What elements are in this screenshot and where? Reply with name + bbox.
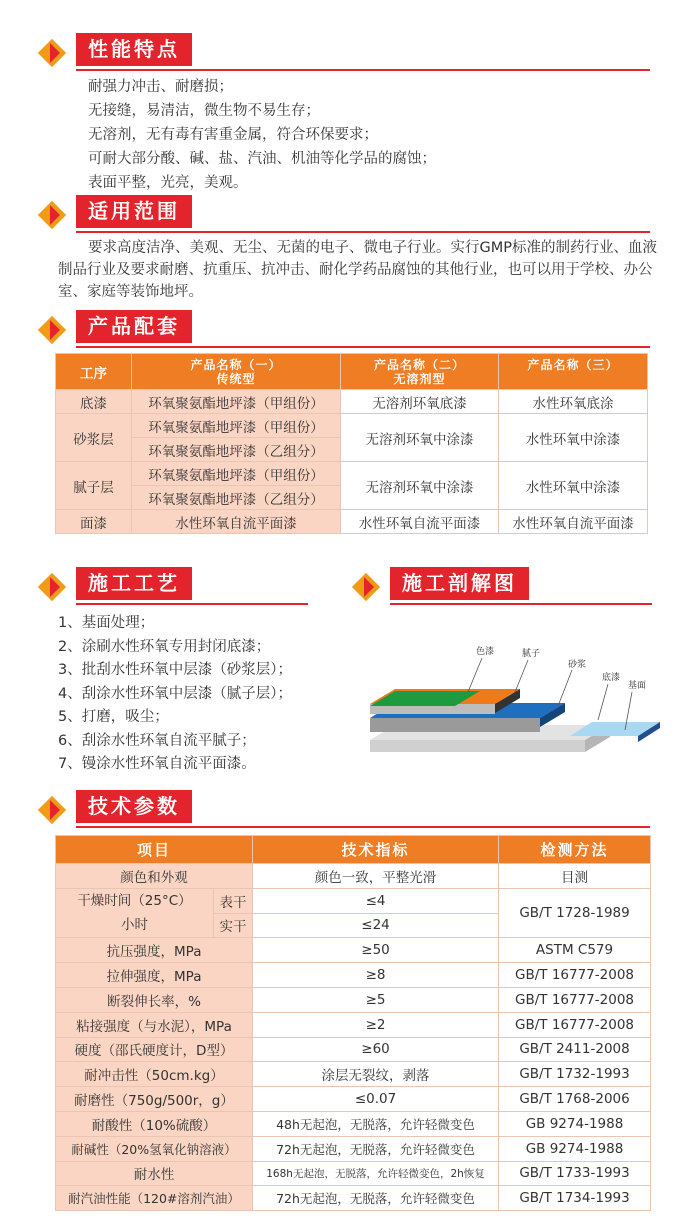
section-title: 施工剖解图 [390, 567, 529, 600]
cell-method: GB 9274-1988 [499, 1136, 651, 1161]
table-row [56, 1136, 651, 1161]
cell-method: GB/T 1732-1993 [499, 1062, 651, 1087]
cell-item: 耐酸性（10%硫酸） [56, 1111, 253, 1136]
diamond-bullet-icon [38, 316, 66, 344]
section-title: 施工工艺 [76, 567, 192, 600]
construction-steps [58, 612, 292, 777]
cell: 环氧聚氨酯地坪漆（甲组份） [132, 390, 341, 414]
performance-list [88, 75, 436, 195]
table-row [56, 414, 648, 438]
cell-item: 断裂伸长率，% [56, 987, 253, 1012]
section-title: 技术参数 [76, 790, 192, 823]
header-spec: 技术指标 [253, 836, 499, 864]
cell-item: 耐汽油性能（120#溶剂汽油） [56, 1186, 253, 1211]
label-mortar: 砂浆 [568, 660, 587, 670]
scope-paragraph: 要求高度洁净、美观、无尘、无菌的电子、微电子行业。实行GMP标准的制药行业、血液制品行业及要求耐磨、抗重压、抗冲击、耐化学药品腐蚀的其他行业，也可以用于学校、办公室、家庭等装饰地坪。 [58, 240, 657, 300]
cell-spec: ≤0.07 [253, 1087, 499, 1112]
section-header-section-view [352, 567, 652, 607]
cell: 水性环氧底涂 [499, 390, 648, 414]
list-item: 无接缝，易清洁，微生物不易生存； [88, 103, 320, 119]
header-line: 传统型 [216, 371, 256, 386]
cell-item: 抗压强度，MPa [56, 938, 253, 963]
products-table [55, 353, 648, 534]
cell: 环氧聚氨酯地坪漆（乙组分） [132, 486, 341, 510]
label-base: 基面 [628, 681, 647, 691]
cell-process: 面漆 [56, 510, 132, 534]
cell-spec: 涂层无裂纹，剥落 [253, 1062, 499, 1087]
cell: 水性环氧自流平面漆 [132, 510, 341, 534]
diamond-bullet-icon [38, 573, 66, 601]
header-line: 产品名称（二） [373, 357, 465, 372]
cell-spec: 48h无起泡，无脱落，允许轻微变色 [253, 1111, 499, 1136]
cell: 无溶剂环氧底漆 [341, 390, 499, 414]
label-putty: 腻子 [522, 649, 541, 659]
cell-line: 干燥时间（25°C） [77, 893, 192, 910]
header-line: 无溶剂型 [393, 371, 446, 386]
cell-spec: ≥8 [253, 963, 499, 988]
cell: 环氧聚氨酯地坪漆（乙组分） [132, 438, 341, 462]
table-row [56, 1062, 651, 1087]
leader-line [515, 660, 528, 692]
base-layer-front [370, 740, 585, 752]
table-row [56, 963, 651, 988]
table-header-row [56, 836, 651, 864]
list-item: 7、镘涂水性环氧自流平面漆。 [58, 756, 256, 772]
cell-line: 小时 [121, 917, 148, 934]
cell-item: 耐水性 [56, 1161, 253, 1186]
cell: 环氧聚氨酯地坪漆（甲组份） [132, 462, 341, 486]
list-item: 6、刮涂水性环氧自流平腻子； [58, 732, 256, 749]
list-item: 可耐大部分酸、碱、盐、汽油、机油等化学品的腐蚀； [88, 151, 436, 167]
cell-method: GB/T 2411-2008 [499, 1037, 651, 1062]
cell-method: ASTM C579 [499, 938, 651, 963]
table-row [56, 1111, 651, 1136]
table-row [56, 888, 651, 913]
cell-process: 砂浆层 [56, 414, 132, 462]
list-item: 无溶剂，无有毒有害重金属，符合环保要求； [88, 127, 378, 143]
cell-method: 目测 [499, 864, 651, 889]
table-row [56, 1186, 651, 1211]
list-item: 表面平整，光亮，美观。 [88, 175, 248, 191]
cell-item: 耐磨性（750g/500r，g） [56, 1087, 253, 1112]
section-divider [76, 826, 650, 828]
cell-spec: 颜色一致，平整光滑 [253, 864, 499, 889]
cell-spec: ≥5 [253, 987, 499, 1012]
section-divider [390, 603, 652, 605]
leader-line [598, 684, 608, 720]
header-item: 项目 [56, 836, 253, 864]
cell-method: GB/T 1768-2006 [499, 1087, 651, 1112]
section-header-tech [38, 790, 650, 830]
cell-method: GB/T 16777-2008 [499, 1012, 651, 1037]
diamond-bullet-icon [352, 573, 380, 601]
section-divider [76, 231, 650, 233]
cell: 无溶剂环氧中涂漆 [341, 414, 499, 462]
leader-line [468, 658, 482, 692]
leader-line [558, 670, 572, 706]
table-row [56, 1012, 651, 1037]
list-item: 5、打磨，吸尘； [58, 709, 169, 725]
cell-method: GB/T 1733-1993 [499, 1161, 651, 1186]
table-row [56, 987, 651, 1012]
section-title: 适用范围 [76, 195, 192, 228]
cell: 水性环氧中涂漆 [499, 462, 648, 510]
cell-item: 硬度（邵氏硬度计，D型） [56, 1037, 253, 1062]
list-item: 1、基面处理； [58, 615, 155, 631]
table-row [56, 1037, 651, 1062]
list-item: 耐强力冲击、耐磨损； [88, 79, 233, 95]
header-line: 产品名称（三） [527, 358, 619, 372]
table-row [56, 864, 651, 889]
cell-item: 拉伸强度，MPa [56, 963, 253, 988]
section-divider [76, 346, 650, 348]
cell: 水性环氧中涂漆 [499, 414, 648, 462]
cell-item-drying [56, 888, 214, 938]
cell-spec: ≤4 [253, 888, 499, 913]
cell-sub-item: 表干 [214, 888, 253, 913]
cell-item: 颜色和外观 [56, 864, 253, 889]
cell: 水性环氧自流平面漆 [341, 510, 499, 534]
section-divider [76, 603, 308, 605]
section-title: 产品配套 [76, 310, 192, 343]
cell-method: GB 9274-1988 [499, 1111, 651, 1136]
cell-method: GB/T 1734-1993 [499, 1186, 651, 1211]
cell-spec: 72h无起泡，无脱落，允许轻微变色 [253, 1136, 499, 1161]
section-title: 性能特点 [76, 33, 192, 66]
cell-item: 耐冲击性（50cm.kg） [56, 1062, 253, 1087]
cell-spec: ≥60 [253, 1037, 499, 1062]
label-topcoat: 色漆 [476, 647, 495, 657]
diamond-bullet-icon [38, 796, 66, 824]
section-divider [76, 69, 650, 71]
diamond-bullet-icon [38, 39, 66, 67]
diamond-bullet-icon [38, 201, 66, 229]
cell-method: GB/T 1728-1989 [499, 888, 651, 938]
cell-process: 腻子层 [56, 462, 132, 510]
cell-item: 耐碱性（20%氢氧化钠溶液） [56, 1136, 253, 1161]
section-header-construction [38, 567, 308, 607]
table-row [56, 1087, 651, 1112]
cell-item: 粘接强度（与水泥），MPa [56, 1012, 253, 1037]
cell-spec: ≤24 [253, 913, 499, 938]
cell-method: GB/T 16777-2008 [499, 987, 651, 1012]
cell: 环氧聚氨酯地坪漆（甲组份） [132, 414, 341, 438]
cell-process: 底漆 [56, 390, 132, 414]
list-item: 2、涂刷水性环氧专用封闭底漆； [58, 638, 271, 655]
table-row [56, 462, 648, 486]
cell-spec: ≥50 [253, 938, 499, 963]
table-row [56, 390, 648, 414]
list-item: 4、刮涂水性环氧中层漆（腻子层）； [58, 685, 292, 702]
header-product-2 [341, 354, 499, 390]
section-header-products [38, 310, 650, 350]
cell: 水性环氧自流平面漆 [499, 510, 648, 534]
table-row [56, 1161, 651, 1186]
cell-spec: ≥2 [253, 1012, 499, 1037]
section-header-performance [38, 33, 650, 73]
header-product-1 [132, 354, 341, 390]
cell: 无溶剂环氧中涂漆 [341, 462, 499, 510]
header-product-3 [499, 354, 648, 390]
header-method: 检测方法 [499, 836, 651, 864]
section-header-scope [38, 195, 650, 235]
label-primer: 底漆 [602, 673, 621, 683]
lower-layer-front [370, 718, 540, 732]
list-item: 3、批刮水性环氧中层漆（砂浆层）； [58, 662, 292, 678]
layer-section-diagram [360, 640, 660, 760]
cell-method: GB/T 16777-2008 [499, 963, 651, 988]
cell-spec: 72h无起泡，无脱落，允许轻微变色 [253, 1186, 499, 1211]
cell-sub-item: 实干 [214, 913, 253, 938]
table-row [56, 510, 648, 534]
tech-table [55, 835, 651, 1211]
header-process: 工序 [56, 354, 132, 390]
header-line: 产品名称（一） [190, 357, 282, 372]
table-header-row [56, 354, 648, 390]
cell-spec: 168h无起泡，无脱落，允许轻微变色，2h恢复 [253, 1161, 499, 1186]
table-row [56, 938, 651, 963]
